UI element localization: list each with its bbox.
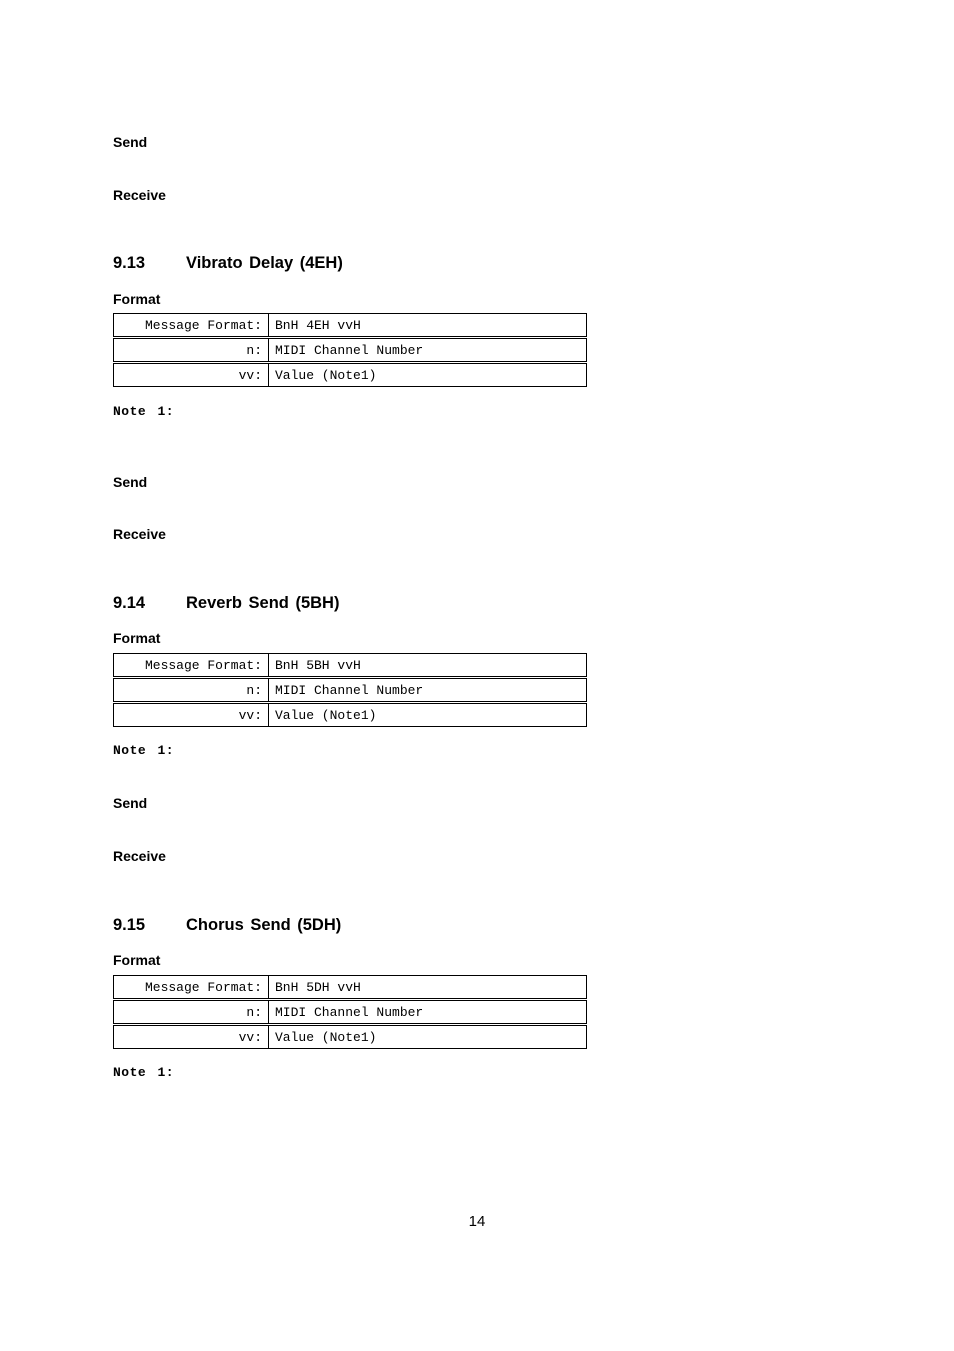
format-table: [113, 313, 587, 387]
format-label: Format: [113, 630, 161, 646]
table-row: [114, 703, 587, 727]
format-key: n:: [114, 678, 269, 703]
format-table: [113, 975, 587, 1049]
page-number: 14: [468, 1213, 486, 1230]
format-value: Value (Note1): [269, 703, 587, 727]
note-label: Note 1:: [113, 743, 175, 758]
section-title: Reverb Send (5BH): [186, 594, 340, 612]
section-heading: [113, 254, 513, 276]
format-label: Format: [113, 291, 161, 307]
section-number: 9.13: [113, 254, 146, 272]
receive-label: Receive: [113, 848, 166, 864]
table-row: [114, 1025, 587, 1049]
format-table: [113, 653, 587, 727]
format-key: vv:: [114, 363, 269, 387]
format-label: Format: [113, 952, 161, 968]
table-row: [114, 654, 587, 678]
note-label: Note 1:: [113, 404, 175, 419]
format-value: Value (Note1): [269, 1025, 587, 1049]
format-value: MIDI Channel Number: [269, 1000, 587, 1025]
format-value: BnH 4EH vvH: [269, 314, 587, 338]
table-row: [114, 1000, 587, 1025]
table-row: [114, 363, 587, 387]
note-label: Note 1:: [113, 1065, 175, 1080]
receive-label: Receive: [113, 526, 166, 542]
format-value: Value (Note1): [269, 363, 587, 387]
section-number: 9.14: [113, 594, 146, 612]
table-row: [114, 314, 587, 338]
format-key: vv:: [114, 1025, 269, 1049]
format-key: n:: [114, 338, 269, 363]
format-key: n:: [114, 1000, 269, 1025]
section-title: Vibrato Delay (4EH): [186, 254, 343, 272]
format-value: BnH 5DH vvH: [269, 976, 587, 1000]
table-row: [114, 338, 587, 363]
format-value: MIDI Channel Number: [269, 338, 587, 363]
section-title: Chorus Send (5DH): [186, 916, 342, 934]
format-key: Message Format:: [114, 314, 269, 338]
section-number: 9.15: [113, 916, 146, 934]
format-value: BnH 5BH vvH: [269, 654, 587, 678]
format-key: vv:: [114, 703, 269, 727]
send-label: Send: [113, 134, 148, 150]
format-key: Message Format:: [114, 654, 269, 678]
format-key: Message Format:: [114, 976, 269, 1000]
send-label: Send: [113, 474, 148, 490]
table-row: [114, 678, 587, 703]
receive-label: Receive: [113, 187, 166, 203]
table-row: [114, 976, 587, 1000]
format-value: MIDI Channel Number: [269, 678, 587, 703]
send-label: Send: [113, 795, 148, 811]
section-heading: [113, 916, 513, 938]
section-heading: [113, 594, 513, 616]
